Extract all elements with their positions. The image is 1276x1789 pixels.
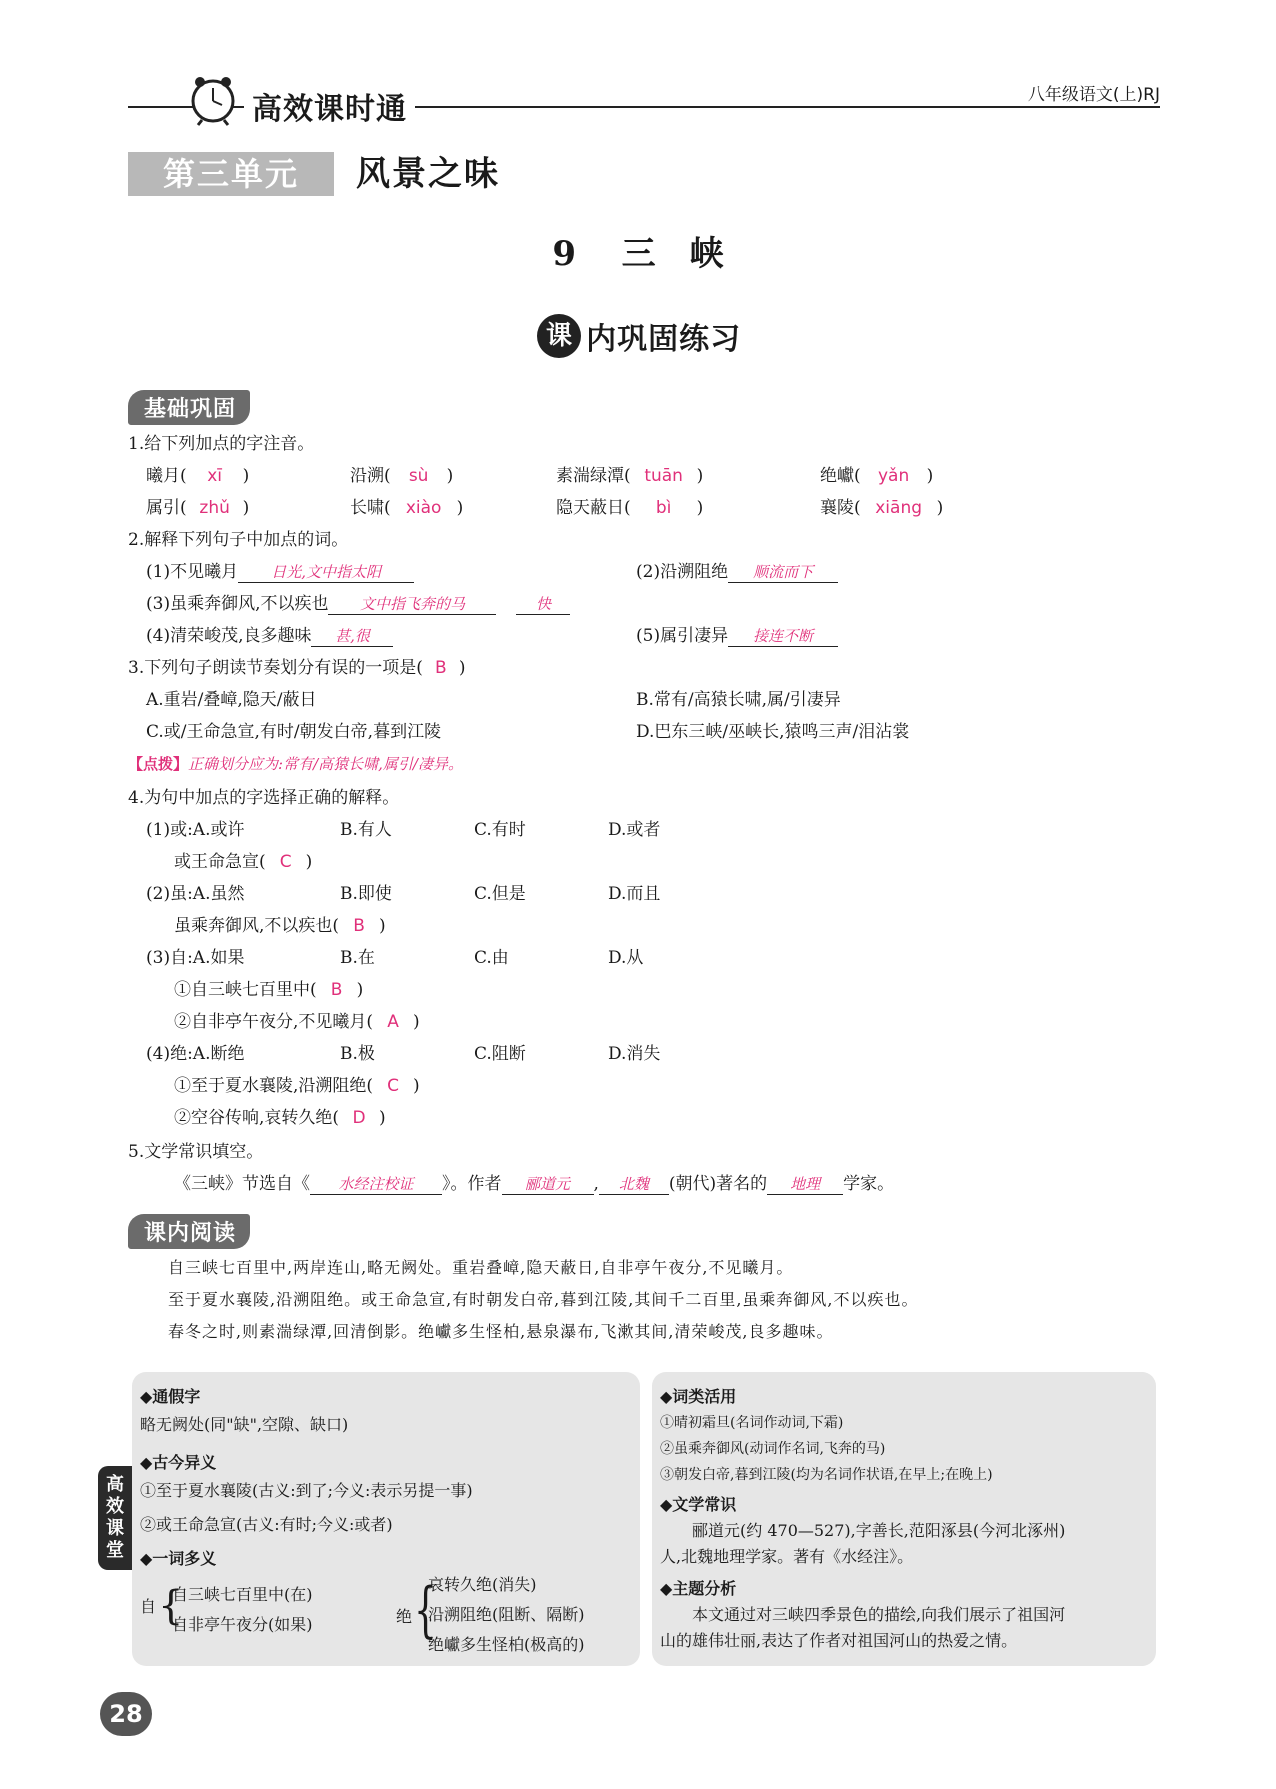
right-t6: 本文通过对三峡四季景色的描绘,向我们展示了祖国河	[692, 1605, 1066, 1624]
q1-item-5: 属引( zhǔ )	[146, 498, 250, 518]
reading-tag: 课内阅读	[128, 1214, 250, 1249]
q2-item-4: (4)清荣峻茂,良多趣味 甚,很	[146, 624, 393, 648]
side-tab: 高效课堂	[98, 1466, 132, 1570]
q4-g4-d: D.消失	[608, 1044, 661, 1064]
right-t2: ②虽乘奔御风(动词作名词,飞奔的马)	[660, 1441, 886, 1457]
lesson-title	[0, 226, 1276, 275]
zi-item-2: 自非亭午夜分(如果)	[172, 1615, 313, 1634]
q1-prompt: 1.给下列加点的字注音。	[128, 434, 315, 454]
right-t5: 人,北魏地理学家。著有《水经注》。	[660, 1547, 914, 1566]
q4-g2-d: D.而且	[608, 884, 661, 904]
q4-g3-b: B.在	[340, 948, 375, 968]
left-h2: ◆古今异义	[140, 1453, 217, 1472]
q4-g1-s1: 或王命急宣( C )	[174, 852, 313, 872]
section-heading	[537, 314, 741, 358]
q4-g1-d: D.或者	[608, 820, 661, 840]
q5-prompt: 5.文学常识填空。	[128, 1142, 264, 1162]
q1-item-1: 曦月( xī )	[146, 466, 250, 486]
jue-item-1: 哀转久绝(消失)	[428, 1575, 537, 1594]
right-t3: ③朝发白帝,暮到江陵(均为名词作状语,在早上;在晚上)	[660, 1467, 993, 1483]
zi-brace-icon: {	[158, 1583, 184, 1629]
q4-g3-s1: ①自三峡七百里中( B )	[174, 980, 364, 1000]
jue-brace-icon: {	[414, 1575, 437, 1645]
page-number: 28	[100, 1692, 152, 1736]
basic-tag: 基础巩固	[128, 390, 250, 425]
q4-g2-c: C.但是	[474, 884, 526, 904]
q4-prompt: 4.为句中加点的字选择正确的解释。	[128, 788, 400, 808]
right-h3: ◆主题分析	[660, 1579, 737, 1598]
q4-g1-a: (1)或:A.或许	[146, 820, 245, 840]
left-h3: ◆一词多义	[140, 1549, 217, 1568]
reading-p2: 至于夏水襄陵,沿溯阻绝。或王命急宣,有时朝发白帝,暮到江陵,其间千二百里,虽乘奔御风,不以疾也。	[168, 1290, 919, 1309]
unit-label: 第三单元	[128, 152, 334, 196]
q1-item-4: 绝巘( yǎn )	[820, 466, 934, 486]
zi-item-1: 自三峡七百里中(在)	[172, 1585, 313, 1604]
q4-g1-b: B.有人	[340, 820, 392, 840]
q4-g4-s1: ①至于夏水襄陵,沿溯阻绝( C )	[174, 1076, 420, 1096]
section-title: 内巩固练习	[586, 322, 742, 357]
right-t4: 郦道元(约 470—527),字善长,范阳涿县(今河北涿州)	[692, 1521, 1066, 1540]
section-badge: 课	[537, 314, 581, 358]
q4-g4-s2: ②空谷传响,哀转久绝( D )	[174, 1108, 386, 1128]
q4-g4-c: C.阻断	[474, 1044, 526, 1064]
q1-item-7: 隐天蔽日( bì )	[556, 498, 704, 518]
unit-title: 风景之味	[356, 154, 500, 194]
q4-g4-b: B.极	[340, 1044, 375, 1064]
q2-item-2: (2)沿溯阻绝 顺流而下	[636, 560, 838, 584]
q3-tip: 【点拨】正确划分应为:常有/高猿长啸,属引/凄异。	[128, 755, 463, 773]
jue-char: 绝	[396, 1607, 413, 1626]
zi-char: 自	[140, 1597, 157, 1616]
left-h1: ◆通假字	[140, 1387, 201, 1406]
q4-g2-b: B.即使	[340, 884, 392, 904]
right-t1: ①晴初霜旦(名词作动词,下霜)	[660, 1415, 844, 1431]
jue-item-2: 沿溯阻绝(阻断、隔断)	[428, 1605, 585, 1624]
q3-option-b: B.常有/高猿长啸,属/引凄异	[636, 690, 841, 710]
brand-title: 高效课时通	[244, 84, 415, 128]
q1-item-2: 沿溯( sù )	[350, 466, 454, 486]
q5-fill: 《三峡》节选自《 水经注校证 》。作者 郦道元 , 北魏 (朝代)著名的 地理 学家。	[174, 1174, 895, 1194]
q2-item-3: (3)虽乘奔御风,不以疾也 文中指飞奔的马 快	[146, 592, 570, 616]
q2-item-1: (1)不见曦月 日光,文中指太阳	[146, 560, 414, 584]
right-h1: ◆词类活用	[660, 1387, 737, 1406]
reading-p1: 自三峡七百里中,两岸连山,略无阙处。重岩叠嶂,隐天蔽日,自非亭午夜分,不见曦月。	[168, 1258, 794, 1277]
lesson-name: 三 峡	[621, 234, 724, 274]
q3-option-d: D.巴东三峡/巫峡长,猿鸣三声/泪沾裳	[636, 722, 910, 742]
right-h2: ◆文学常识	[660, 1495, 737, 1514]
q1-item-3: 素湍绿潭( tuān )	[556, 466, 704, 486]
q4-g3-a: (3)自:A.如果	[146, 948, 245, 968]
right-t7: 山的雄伟壮丽,表达了作者对祖国河山的热爱之情。	[660, 1631, 1018, 1650]
q4-g2-a: (2)虽:A.虽然	[146, 884, 245, 904]
q2-prompt: 2.解释下列句子中加点的词。	[128, 530, 349, 550]
q4-g3-d: D.从	[608, 948, 644, 968]
q4-g3-c: C.由	[474, 948, 509, 968]
reading-p3: 春冬之时,则素湍绿潭,回清倒影。绝巘多生怪柏,悬泉瀑布,飞漱其间,清荣峻茂,良多趣味。	[168, 1322, 834, 1341]
q4-g1-c: C.有时	[474, 820, 526, 840]
q1-item-6: 长啸( xiào )	[350, 498, 464, 518]
left-t2: ①至于夏水襄陵(古义:到了;今义:表示另提一事)	[140, 1481, 473, 1500]
left-t1: 略无阙处(同"缺",空隙、缺口)	[140, 1415, 349, 1434]
q3-option-c: C.或/王命急宣,有时/朝发白帝,暮到江陵	[146, 722, 442, 742]
lesson-number: 9	[552, 234, 576, 274]
q1-item-8: 襄陵( xiāng )	[820, 498, 944, 518]
grade-label: 八年级语文(上)RJ	[1022, 80, 1160, 105]
q4-g3-s2: ②自非亭午夜分,不见曦月( A )	[174, 1012, 420, 1032]
jue-item-3: 绝巘多生怪柏(极高的)	[428, 1635, 585, 1654]
q2-item-5: (5)属引凄异 接连不断	[636, 624, 838, 648]
q4-g4-a: (4)绝:A.断绝	[146, 1044, 245, 1064]
q4-g2-s1: 虽乘奔御风,不以疾也( B )	[174, 916, 386, 936]
q3-option-a: A.重岩/叠嶂,隐天/蔽日	[146, 690, 317, 710]
q3-prompt: 3.下列句子朗读节奏划分有误的一项是( B )	[128, 658, 466, 678]
clock-icon	[186, 72, 240, 126]
left-t3: ②或王命急宣(古义:有时;今义:或者)	[140, 1515, 393, 1534]
